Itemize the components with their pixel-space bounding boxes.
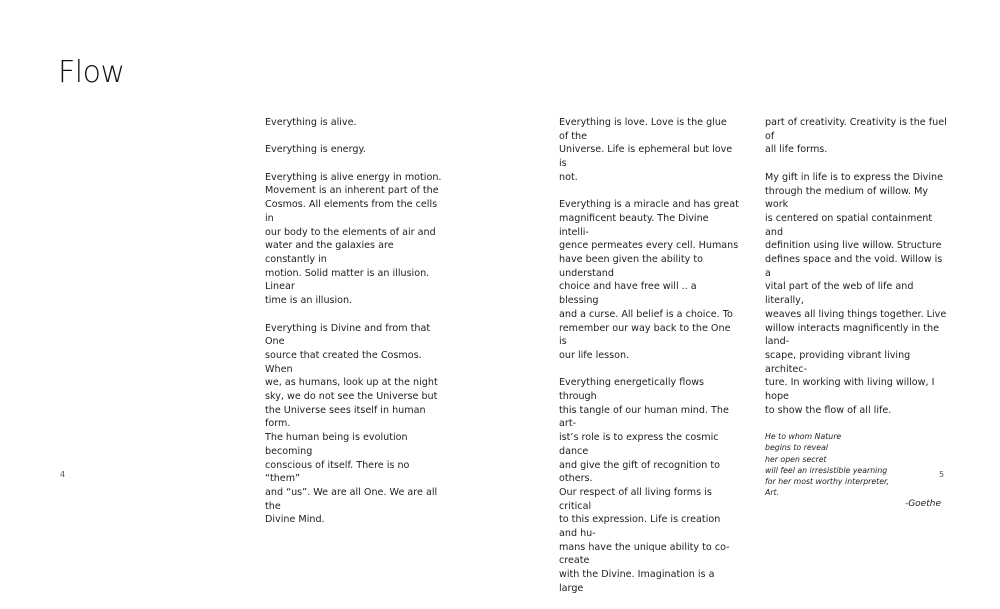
paragraph: Everything energetically flows through this tangle of our human mind. The art- ist’s role is to express the cosmic dance and give the gift of recognition to others. Our respect of all living forms is critical to this expression. Life is creation and hu- mans have the unique ability to co-create with the Divine. Imagination is a large [559, 377, 730, 594]
page-title: Flow [58, 55, 125, 90]
text-column-2 [559, 116, 739, 609]
paragraph: Everything is alive energy in motion. Movement is an inherent part of the Cosmos. All elements from the cells in our body to the elements of air and water and the galaxies are constantly in motion. Solid matter is an illusion. Linear time is an illusion. [265, 171, 442, 307]
page-number-right: 5 [939, 470, 945, 479]
paragraph: part of creativity. Creativity is the fuel of all life forms. [765, 117, 947, 156]
paragraph: Everything is Divine and from that One source that created the Cosmos. When we, as humans, look up at the night sky, we do not see the Universe but the Universe sees itself in human form. The human being is evolution becoming conscious of itself. There is no “them” and “us”. We are all One. We are all the Divine Mind. [265, 322, 438, 526]
paragraph: Everything is love. Love is the glue of the Universe. Life is ephemeral but love is not. [559, 117, 733, 183]
paragraph: My gift in life is to express the Divine through the medium of willow. My work is centered on spatial containment and definition using live willow. Structure defines space and the void. Willow is a vital part of the web of life and literally, weaves all living things together. Live willow interacts magnificently in the land- scape, providing vibrant living architec- ture. In working with living willow, I hope to show the flow of all life. [765, 171, 947, 416]
page-number-left: 4 [60, 470, 66, 479]
goethe-quote: He to whom Nature begins to reveal her open secret will feel an irresistible yearning for her most worthy interpreter, Art. [765, 432, 889, 498]
paragraph: Everything is alive. [265, 117, 357, 128]
text-column-1 [265, 116, 445, 541]
quote-attribution: -Goethe [904, 499, 941, 510]
paragraph: Everything is energy. [265, 144, 366, 156]
paragraph: Everything is a miracle and has great magnificent beauty. The Divine intelli- gence permeates every cell. Humans have been given the ability to understand choice and have free will .. a blessing and a curse. All belief is a choice. To remember our way back to the One is our life lesson. [559, 199, 739, 361]
text-column-3 [765, 116, 947, 512]
